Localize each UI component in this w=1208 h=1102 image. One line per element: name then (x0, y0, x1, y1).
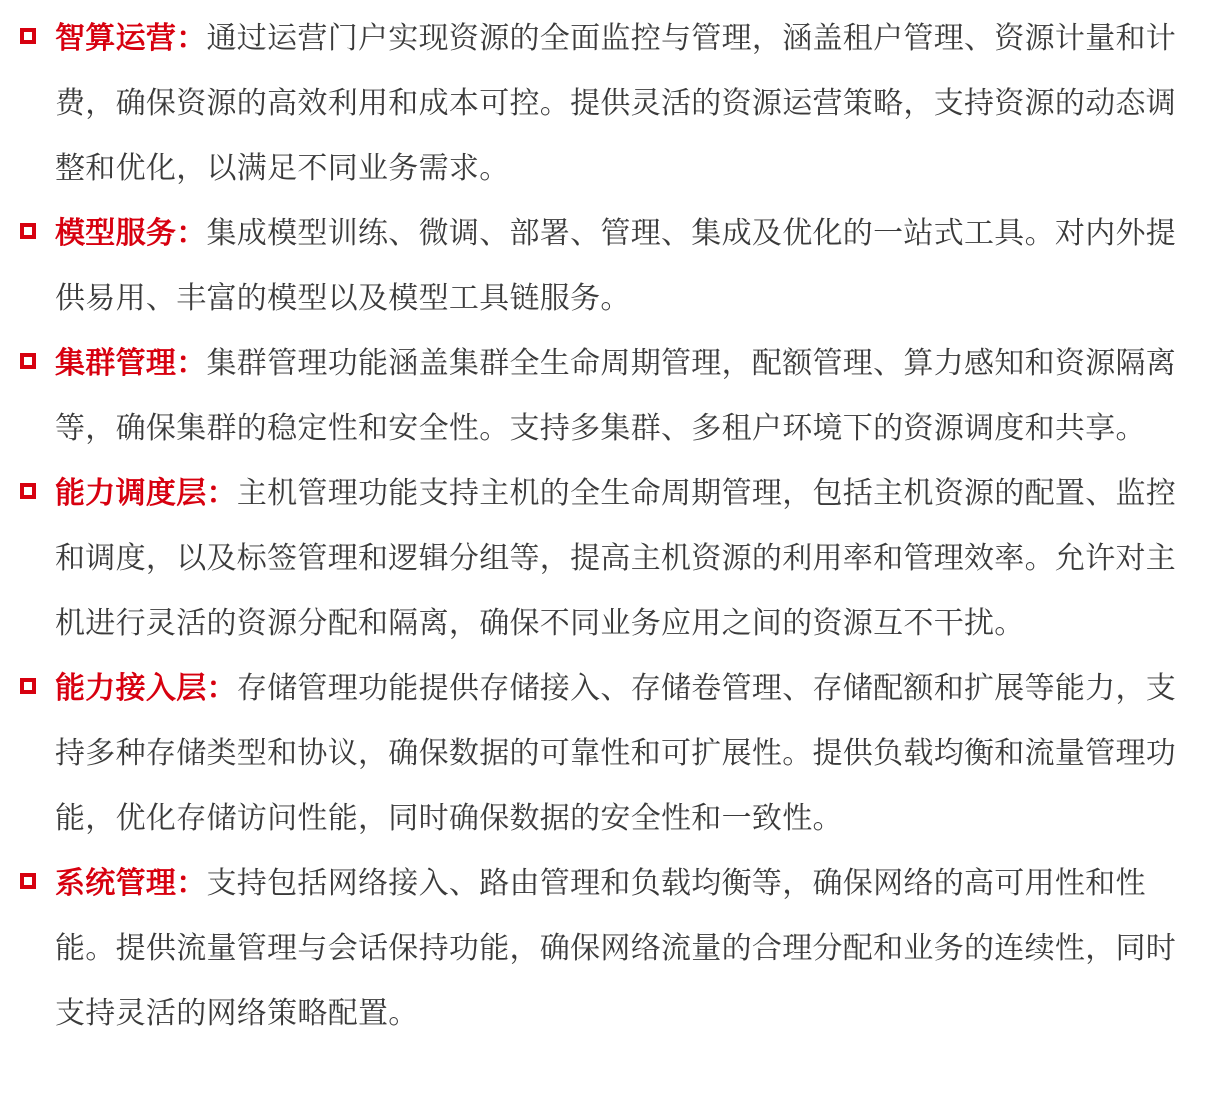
hollow-square-icon (20, 873, 36, 889)
item-title: 模型服务： (55, 216, 207, 251)
hollow-square-icon (20, 353, 36, 369)
list-item-system-management (18, 851, 1188, 1046)
list-item-compute-operations (18, 6, 1188, 201)
list-item-cluster-management (18, 331, 1188, 461)
list-item-capability-access-layer (18, 656, 1188, 851)
hollow-square-icon (20, 28, 36, 44)
item-title: 集群管理： (55, 346, 207, 381)
item-description: 存储管理功能提供存储接入、存储卷管理、存储配额和扩展等能力，支持多种存储类型和协议，确保数据的可靠性和可扩展性。提供负载均衡和流量管理功能，优化存储访问性能，同时确保数据的安全性和一致性。 (55, 671, 1177, 836)
item-description: 通过运营门户实现资源的全面监控与管理，涵盖租户管理、资源计量和计费，确保资源的高效利用和成本可控。提供灵活的资源运营策略，支持资源的动态调整和优化，以满足不同业务需求。 (55, 21, 1177, 186)
item-description: 集成模型训练、微调、部署、管理、集成及优化的一站式工具。对内外提供易用、丰富的模型以及模型工具链服务。 (55, 216, 1177, 316)
hollow-square-icon (20, 483, 36, 499)
item-description: 支持包括网络接入、路由管理和负载均衡等，确保网络的高可用性和性能。提供流量管理与会话保持功能，确保网络流量的合理分配和业务的连续性，同时支持灵活的网络策略配置。 (55, 866, 1177, 1031)
list-item-capability-scheduling-layer (18, 461, 1188, 656)
hollow-square-icon (20, 223, 36, 239)
item-description: 主机管理功能支持主机的全生命周期管理，包括主机资源的配置、监控和调度，以及标签管理和逻辑分组等，提高主机资源的利用率和管理效率。允许对主机进行灵活的资源分配和隔离，确保不同业务应用之间的资源互不干扰。 (55, 476, 1177, 641)
hollow-square-icon (20, 678, 36, 694)
list-item-model-service (18, 201, 1188, 331)
item-title: 能力接入层： (55, 671, 237, 706)
item-title: 系统管理： (55, 866, 207, 901)
item-description: 集群管理功能涵盖集群全生命周期管理，配额管理、算力感知和资源隔离等，确保集群的稳定性和安全性。支持多集群、多租户环境下的资源调度和共享。 (55, 346, 1177, 446)
item-title: 能力调度层： (55, 476, 237, 511)
item-title: 智算运营： (55, 21, 207, 56)
